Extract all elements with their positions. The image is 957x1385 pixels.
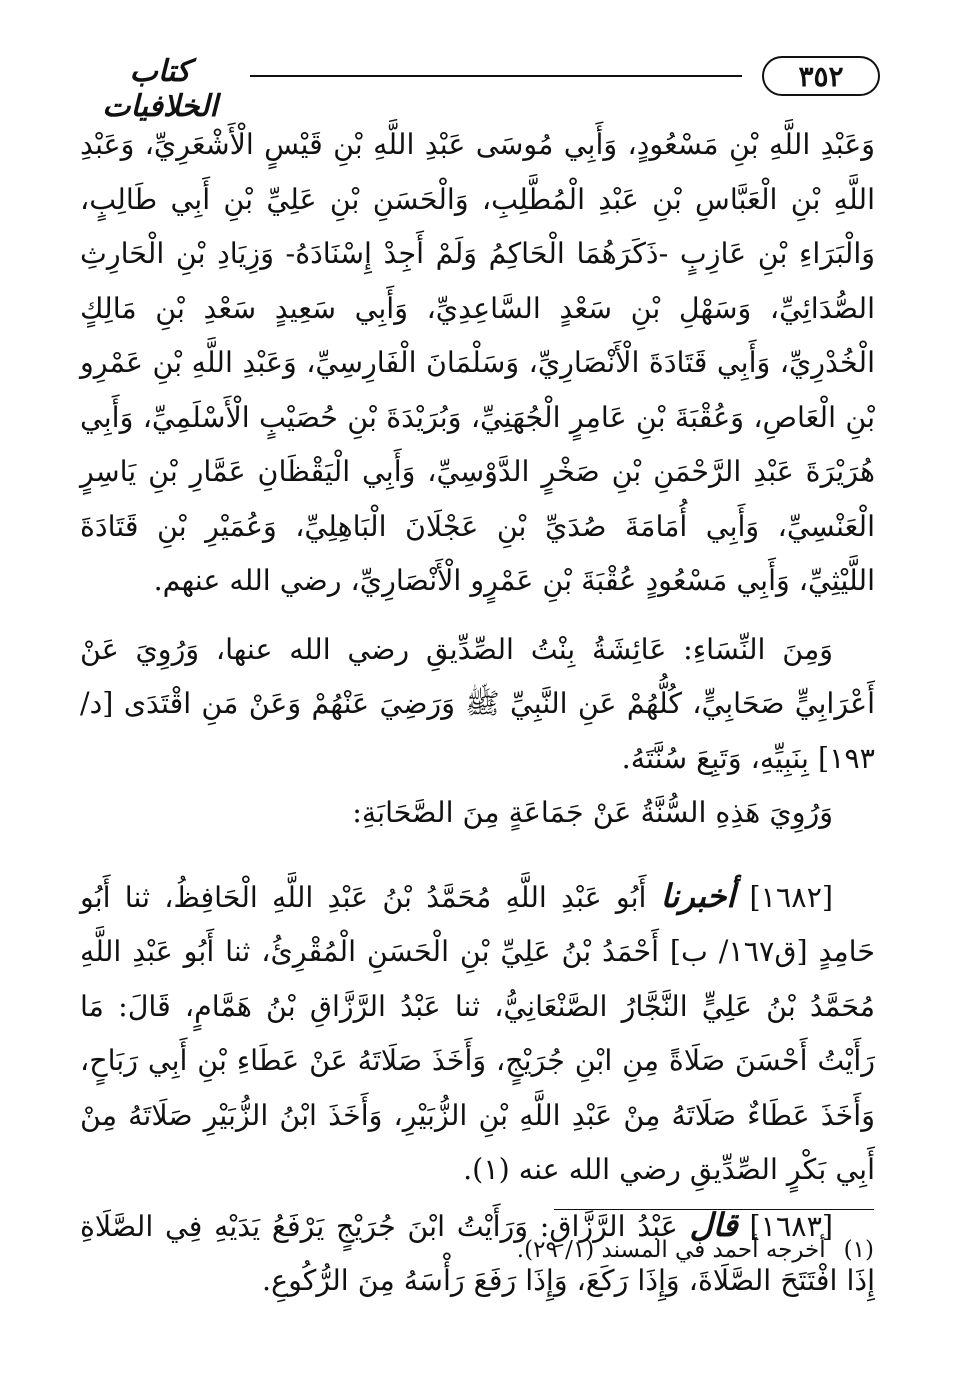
- paragraph-text: وَمِنَ النِّسَاءِ: عَائِشَةُ بِنْتُ الصِّدِّيقِ رضي الله عنها، وَرُوِيَ عَنْ أَعْرَابِيٍّ صَحَابِيٍّ، كُلُّهُمْ عَنِ النَّبِيِّ ﷺ وَرَضِيَ عَنْهُمْ وَعَنْ مَنِ اقْتَدَى [د/ ١٩٣] بِنَبِيِّهِ، وَتَبِعَ سُنَّتَهُ.: [80, 632, 875, 775]
- paragraph-women-narrators: [80, 623, 875, 787]
- hadith-keyword: قال: [689, 1205, 738, 1244]
- footnote-rule: [554, 1209, 874, 1210]
- hadith-text: عَبْدُ الرَّزَّاقِ: وَرَأَيْتُ ابْنَ جُرَيْجٍ يَرْفَعُ يَدَيْهِ فِي الصَّلَاةِ إِذَا افْتَتَحَ الصَّلَاةَ، وَإِذَا رَكَعَ، وَإِذَا رَفَعَ رَأْسَهُ مِنَ الرُّكُوعِ.: [80, 1209, 875, 1297]
- book-title: كتاب الخلافيات: [102, 54, 218, 124]
- page-header: [80, 52, 880, 124]
- footnote-text: أخرجه أحمد في المسند (١/ ٢٩).: [516, 1237, 826, 1263]
- footnote-number: (١): [843, 1237, 874, 1263]
- paragraph-sunnah-intro: [80, 786, 875, 841]
- hadith-1682: [80, 869, 875, 1198]
- hadith-keyword: أخبرنا: [660, 876, 736, 915]
- footnote: [79, 1230, 874, 1270]
- hadith-number: [١٦٨٣]: [749, 1209, 833, 1243]
- main-text: [80, 118, 875, 1309]
- page-number: ٣٥٢: [762, 56, 880, 96]
- header-rule: [250, 75, 742, 77]
- hadith-number: [١٦٨٢]: [749, 880, 834, 914]
- paragraph-text: وَرُوِيَ هَذِهِ السُّنَّةُ عَنْ جَمَاعَةٍ مِنَ الصَّحَابَةِ:: [352, 796, 833, 829]
- paragraph-companions-list: وَعَبْدِ اللَّهِ بْنِ مَسْعُودٍ، وَأَبِي مُوسَى عَبْدِ اللَّهِ بْنِ قَيْسٍ الْأَشْعَرِيِّ، وَعَبْدِ اللَّهِ بْنِ الْعَبَّاسِ بْنِ عَبْدِ الْمُطَّلِبِ، وَالْحَسَنِ بْنِ عَلِيِّ بْنِ أَبِي طَالِبٍ، وَالْبَرَاءِ بْنِ عَازِبٍ -ذَكَرَهُمَا الْحَاكِمُ وَلَمْ أَجِدْ إِسْنَادَهُ- وَزِيَادِ بْنِ الْحَارِثِ الصُّدَائِيِّ، وَسَهْلِ بْنِ سَعْدٍ السَّاعِدِيِّ، وَأَبِي سَعِيدٍ سَعْدِ بْنِ مَالِكٍ الْخُدْرِيِّ، وَأَبِي قَتَادَةَ الْأَنْصَارِيِّ، وَسَلْمَانَ الْفَارِسِيِّ، وَعَبْدِ اللَّهِ بْنِ عَمْرِو بْنِ الْعَاصِ، وَعُقْبَةَ بْنِ عَامِرٍ الْجُهَنِيِّ، وَبُرَيْدَةَ بْنِ حُصَيْبٍ الْأَسْلَمِيِّ، وَأَبِي هُرَيْرَةَ عَبْدِ الرَّحْمَنِ بْنِ صَخْرٍ الدَّوْسِيِّ، وَأَبِي الْيَقْظَانِ عَمَّارِ بْنِ يَاسِرٍ الْعَنْسِيِّ، وَأَبِي أُمَامَةَ صُدَيِّ بْنِ عَجْلَانَ الْبَاهِلِيِّ، وَعُمَيْرِ بْنِ قَتَادَةَ اللَّيْثِيِّ، وَأَبِي مَسْعُودٍ عُقْبَةَ بْنِ عَمْرٍو الْأَنْصَارِيِّ، رضي الله عنهم.: [80, 128, 875, 597]
- hadith-text: أَبُو عَبْدِ اللَّهِ مُحَمَّدُ بْنُ عَبْدِ اللَّهِ الْحَافِظُ، ثنا أَبُو حَامِدٍ [ق١٦٧/ ب] أَحْمَدُ بْنُ عَلِيِّ بْنِ الْحَسَنِ الْمُقْرِئُ، ثنا أَبُو عَبْدِ اللَّهِ مُحَمَّدُ بْنُ عَلِيٍّ النَّجَّارُ الصَّنْعَانِيُّ، ثنا عَبْدُ الرَّزَّاقِ بْنُ هَمَّامٍ، قَالَ: مَا رَأَيْتُ أَحْسَنَ صَلَاةً مِنِ ابْنِ جُرَيْجٍ، وَأَخَذَ صَلَاتَهُ عَنْ عَطَاءِ بْنِ أَبِي رَبَاحٍ، وَأَخَذَ عَطَاءٌ صَلَاتَهُ مِنْ عَبْدِ اللَّهِ بْنِ الزُّبَيْرِ، وَأَخَذَ ابْنُ الزُّبَيْرِ صَلَاتَهُ مِنْ أَبِي بَكْرٍ الصِّدِّيقِ رضي الله عنه (١).: [80, 880, 875, 1186]
